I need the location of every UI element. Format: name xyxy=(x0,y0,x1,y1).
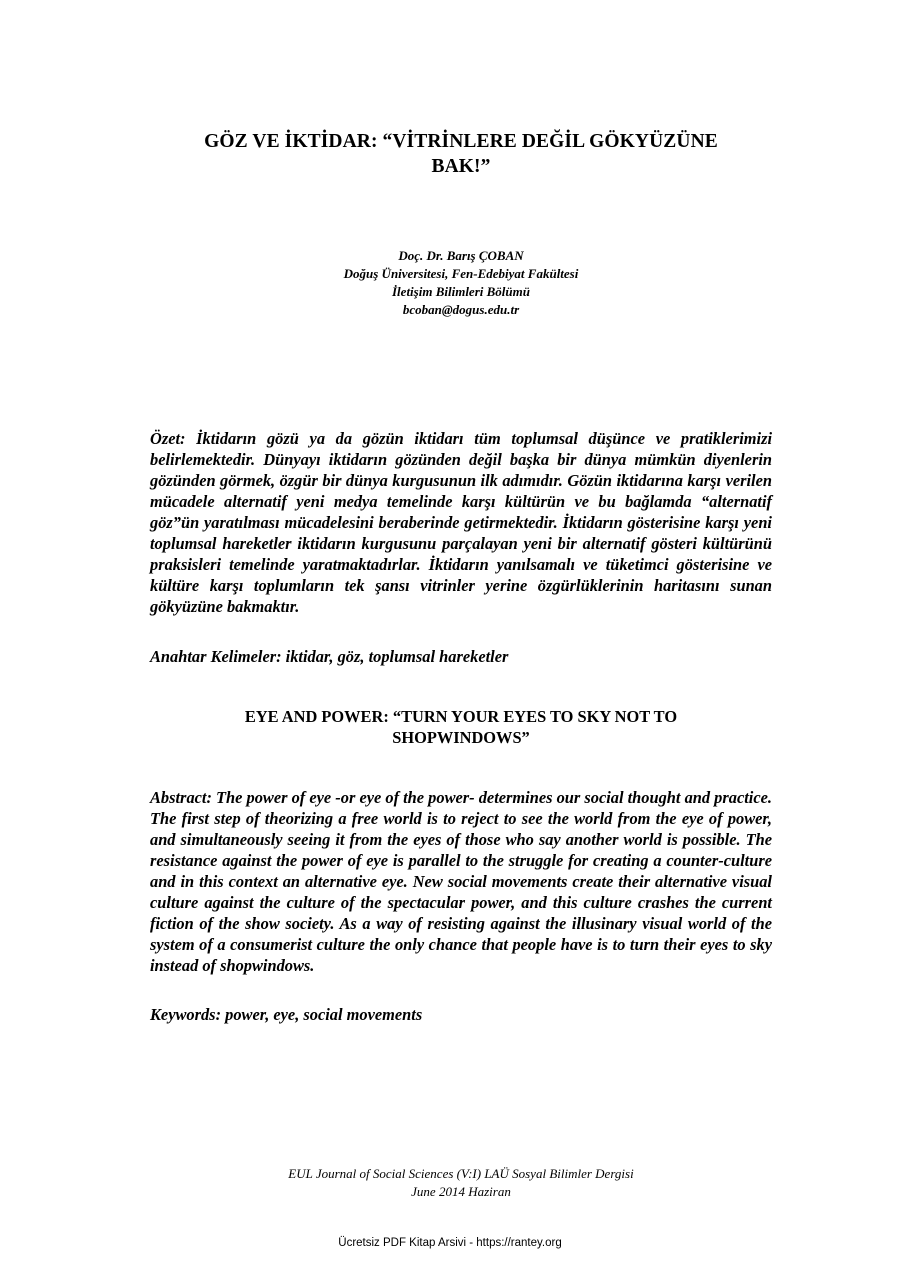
abstract-turkish: Özet: İktidarın gözü ya da gözün iktidarı tüm toplumsal düşünce ve pratiklerimizi belirlemektedir. Dünyayı iktidarın gözünden değil başka bir dünya mümkün diyenlerin gözünden görmek, özgür bir dünya kurgusunun ilk adımıdır. Gözün iktidarına karşı verilen mücadele alternatif yeni medya temelinde karşı kültürün ve bu bağlamda “alternatif göz”ün yaratılması mücadelesini beraberinde getirmektedir. İktidarın gösterisine karşı yeni toplumsal hareketler iktidarın kurgusunu parçalayan yeni bir alternatif gösteri kültürünü praksisleri temelinde yaratmaktadırlar. İktidarın yanılsamalı ve tüketimci gösterisine ve kültüre karşı toplumların tek şansı vitrinler yerine özgürlüklerinin haritasını sunan gökyüzüne bakmaktır. xyxy=(150,429,772,616)
title-turkish-line1: GÖZ VE İKTİDAR: “VİTRİNLERE DEĞİL GÖKYÜZÜNE xyxy=(204,131,718,152)
title-english-line1: EYE AND POWER: “TURN YOUR EYES TO SKY NOT TO xyxy=(244,707,678,726)
title-english xyxy=(150,706,772,748)
keywords-turkish: Anahtar Kelimeler: iktidar, göz, toplumsal hareketler xyxy=(150,647,509,666)
journal-date: June 2014 Haziran xyxy=(411,1184,511,1199)
author-block xyxy=(150,247,772,319)
footer-source-note: Ücretsiz PDF Kitap Arsivi - https://rantey.org xyxy=(338,1237,562,1249)
title-english-line2: SHOPWINDOWS” xyxy=(392,728,530,747)
journal-name: EUL Journal of Social Sciences (V:I) LAÜ Sosyal Bilimler Dergisi xyxy=(288,1166,634,1181)
author-affiliation: Doğuş Üniversitesi, Fen-Edebiyat Fakültesi xyxy=(343,266,579,281)
author-name: Doç. Dr. Barış ÇOBAN xyxy=(398,248,524,263)
footer-journal xyxy=(150,1165,772,1201)
author-department: İletişim Bilimleri Bölümü xyxy=(392,284,530,299)
abstract-english: Abstract: The power of eye -or eye of the power- determines our social thought and practice. The first step of theorizing a free world is to reject to see the world from the eye of power, and simultaneously seeing it from the eyes of those who say another world is possible. The resistance against the power of eye is parallel to the struggle for creating a counter-culture and in this context an alternative eye. New social movements create their alternative visual culture against the culture of the spectacular power, and this culture crashes the current fiction of the show society. As a way of resisting against the illusinary visual world of the system of a consumerist culture the only chance that people have is to turn their eyes to sky instead of shopwindows. xyxy=(150,788,772,975)
title-turkish-line2: BAK!” xyxy=(431,156,491,177)
title-turkish xyxy=(150,129,772,179)
author-email: bcoban@dogus.edu.tr xyxy=(402,302,520,317)
keywords-english: Keywords: power, eye, social movements xyxy=(150,1005,423,1024)
